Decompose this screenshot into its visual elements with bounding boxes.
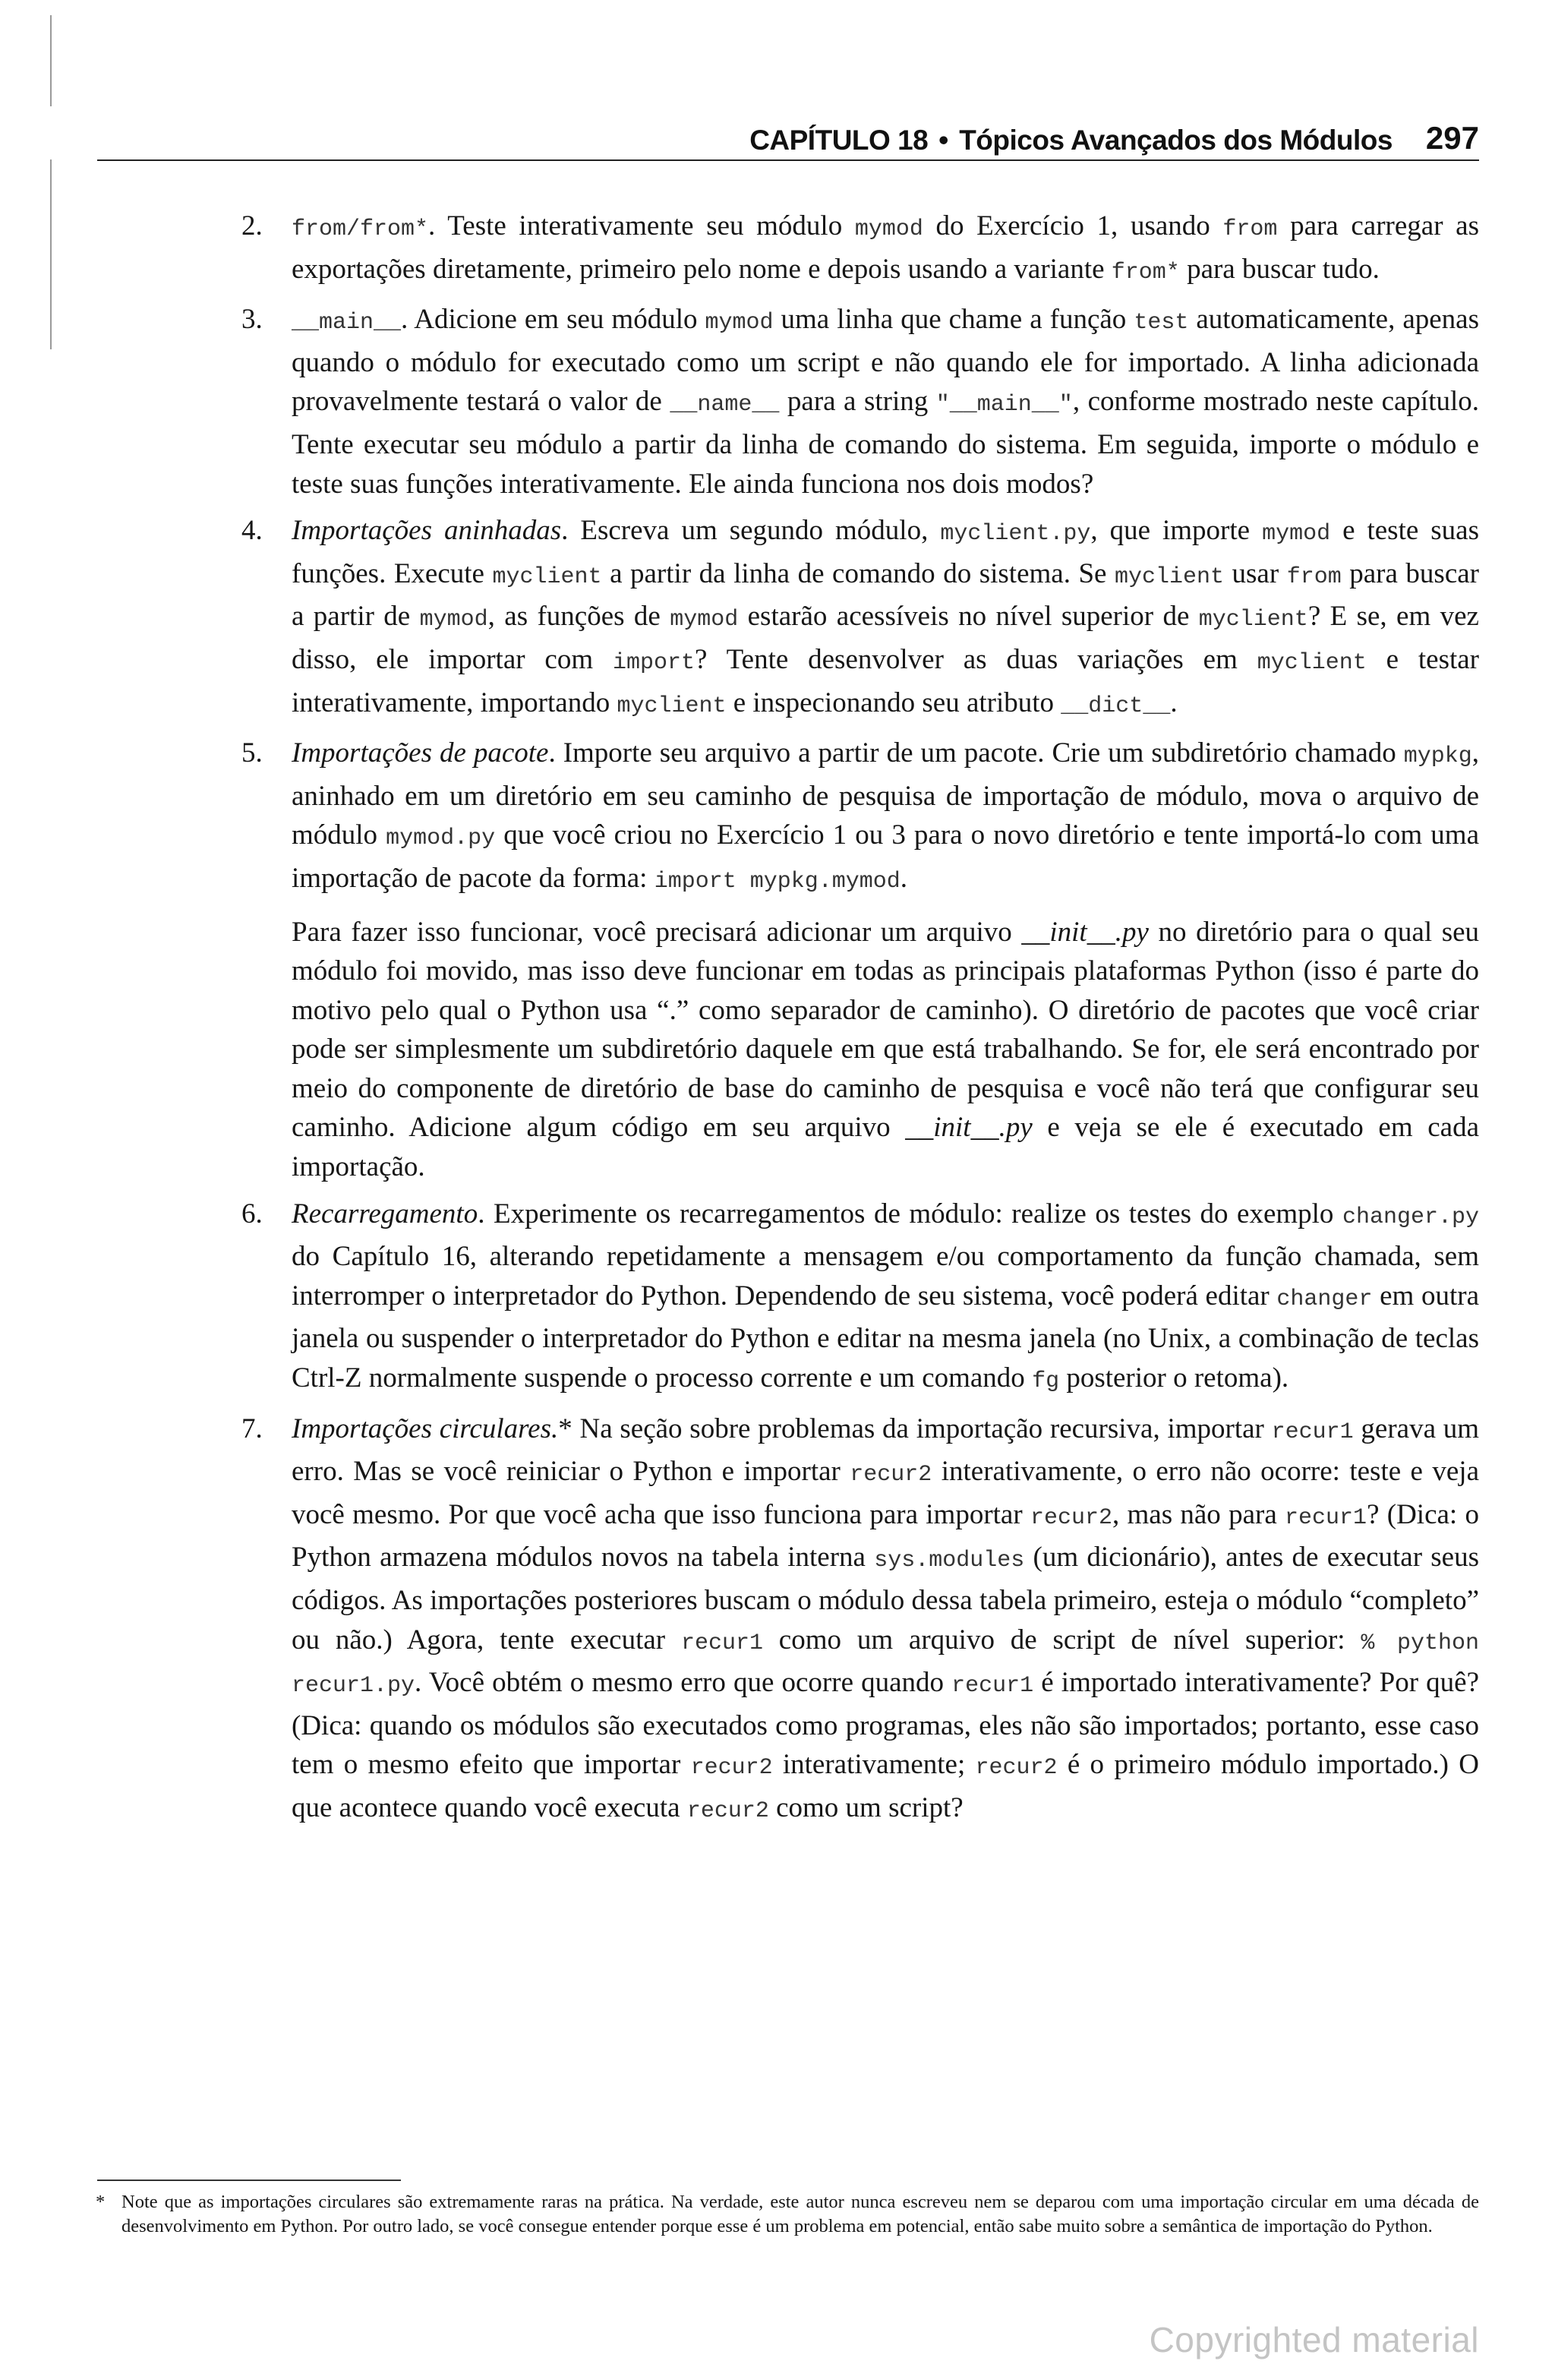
- exercise-text: * Na seção sobre problemas da importação recursiva, importar: [558, 1413, 1272, 1444]
- inline-code: mypkg: [1403, 743, 1472, 770]
- inline-code: from: [1222, 216, 1278, 242]
- inline-code: myclient: [1257, 649, 1367, 676]
- exercise-text: (um dicionário), antes de executar seus códigos. As importações posteriores buscam o módulo dessa tabela primeiro, esteja o módulo “completo” ou não.) Agora, tente executar: [292, 1542, 1480, 1656]
- exercise-text: do Exercício 1, usando: [923, 210, 1223, 241]
- exercise-text: interativamente, o erro não ocorre: teste e veja você mesmo. Por que você acha que isso funciona para importar: [292, 1456, 1480, 1530]
- exercise-text: usar: [1224, 557, 1287, 589]
- inline-code: changer.py: [1342, 1204, 1479, 1230]
- exercise-text: é importado interativamente? Por quê? (Dica: quando os módulos são executados como programas, eles não são importados; portanto, esse caso tem o mesmo efeito que importar: [292, 1667, 1479, 1781]
- exercise-heading: Importações circulares.: [292, 1413, 559, 1444]
- scan-margin-line-top: [50, 15, 52, 106]
- inline-code: mymod: [854, 216, 923, 242]
- exercise-paragraph: [292, 1409, 1479, 1832]
- exercise-continuation: [292, 913, 1479, 1187]
- inline-code: mymod: [705, 310, 774, 336]
- inline-code: sys.modules: [874, 1548, 1025, 1574]
- exercise-text: ? E se, em vez disso, ele importar com: [292, 601, 1479, 675]
- exercise-number: 6.: [241, 1198, 263, 1229]
- exercise-text: em outra janela ou suspender o interpretador do Python e editar na mesma janela (no Unix, a combinação de teclas Ctrl-Z normalmente suspende o processo corrente e um comando: [292, 1280, 1479, 1394]
- inline-code: mymod.py: [386, 825, 496, 852]
- exercise-text: e teste suas funções. Execute: [292, 515, 1479, 589]
- exercise-text: que você criou no Exercício 1 ou 3 para o novo diretório e tente importá-lo com uma importação de pacote da forma:: [292, 819, 1479, 894]
- exercise-heading: __init__.py: [1021, 916, 1149, 948]
- inline-code: "__main__": [935, 392, 1073, 418]
- exercise-text: . Você obtém o mesmo erro que ocorre quando: [415, 1667, 952, 1699]
- inline-code: myclient: [1114, 563, 1225, 590]
- exercise-text: para a string: [779, 386, 936, 418]
- exercise-paragraph: [292, 300, 1479, 503]
- copyright-watermark: Copyrighted material: [1149, 2320, 1479, 2359]
- header-rule: [97, 159, 1479, 161]
- inline-code: recur2: [686, 1798, 769, 1824]
- inline-code: recur2: [850, 1462, 932, 1488]
- inline-code: recur2: [690, 1755, 773, 1782]
- exercise-text: , aninhado em um diretório em seu caminho de pesquisa de importação de módulo, mova o arquivo de módulo: [292, 737, 1479, 851]
- exercise-text: uma linha que chame a função: [773, 304, 1134, 336]
- exercise-text: . Experimente os recarregamentos de módulo: realize os testes do exemplo: [478, 1198, 1342, 1229]
- exercise-paragraph: [292, 207, 1479, 292]
- inline-code: recur1: [1285, 1504, 1367, 1531]
- inline-code: mymod: [670, 607, 739, 633]
- scan-margin-line-bottom: [50, 159, 52, 349]
- inline-code: fg: [1032, 1368, 1060, 1395]
- exercise-paragraph: [292, 511, 1479, 726]
- exercise-text: .: [900, 862, 908, 894]
- exercise-text: como um script?: [768, 1791, 964, 1823]
- inline-code: myclient: [1198, 607, 1308, 633]
- inline-code: % python recur1.py: [292, 1630, 1479, 1700]
- footnote-mark: *: [96, 2192, 106, 2212]
- exercise-item: [241, 1195, 1479, 1402]
- exercise-text: estarão acessíveis no nível superior de: [738, 601, 1199, 633]
- exercise-text: posterior o retoma).: [1059, 1362, 1289, 1394]
- exercise-text: . Adicione em seu módulo: [401, 304, 705, 336]
- exercise-number: 4.: [241, 515, 263, 547]
- footnote: [96, 2190, 1479, 2238]
- exercise-text: ? (Dica: o Python armazena módulos novos na tabela interna: [292, 1498, 1479, 1574]
- exercise-text: e testar interativamente, importando: [292, 643, 1480, 718]
- exercise-heading: __init__.py: [905, 1112, 1033, 1144]
- inline-code: __main__: [292, 310, 402, 336]
- exercise-text: , mas não para: [1112, 1498, 1285, 1530]
- inline-code: recur1: [951, 1673, 1034, 1700]
- exercise-text: . Importe seu arquivo a partir de um pacote. Crie um subdiretório chamado: [548, 737, 1404, 769]
- exercise-item: [241, 300, 1479, 503]
- chapter-title: Tópicos Avançados dos Módulos: [959, 125, 1393, 156]
- inline-code: from: [1286, 563, 1342, 590]
- exercise-text: no diretório para o qual seu módulo foi movido, mas isso deve funcionar em todas as principais plataformas Python (isso é parte do motivo pelo qual o Python usa “.” como separador de caminho). O diretório de pacotes que você criar pode ser simplesmente um subdiretório daquele em que está trabalhando. Se for, ele será encontrado por meio do componente de diretório de base do caminho de pesquisa e você não terá que configurar seu caminho. Adicione algum código em seu arquivo: [292, 916, 1480, 1144]
- inline-code: changer: [1276, 1286, 1373, 1312]
- exercise-item: [241, 511, 1480, 726]
- inline-code: import: [612, 649, 695, 676]
- exercise-text: , que importe: [1090, 515, 1263, 547]
- inline-code: from/from*: [292, 216, 429, 242]
- exercise-text: Para fazer isso funcionar, você precisará adicionar um arquivo: [292, 916, 1022, 948]
- inline-code: recur2: [975, 1755, 1058, 1782]
- exercise-item: [241, 734, 1480, 1187]
- inline-code: from*: [1111, 259, 1180, 286]
- exercise-text: e inspecionando seu atributo: [726, 687, 1061, 718]
- inline-code: recur2: [1030, 1504, 1112, 1531]
- exercise-text: . Teste interativamente seu módulo: [428, 210, 855, 241]
- exercise-heading: Recarregamento: [292, 1198, 478, 1229]
- exercise-text: para buscar tudo.: [1179, 253, 1380, 285]
- exercise-text: a partir da linha de comando do sistema. Se: [601, 557, 1115, 589]
- inline-code: mymod: [1262, 521, 1331, 548]
- exercise-paragraph: [292, 734, 1479, 901]
- exercise-text: gerava um erro. Mas se você reiniciar o Python e importar: [292, 1413, 1480, 1488]
- inline-code: recur1: [1271, 1419, 1354, 1445]
- exercise-paragraph: [292, 1195, 1479, 1402]
- inline-code: myclient.py: [940, 521, 1091, 548]
- header-bullet: •: [938, 125, 949, 156]
- exercise-text: é o primeiro módulo importado.) O que acontece quando você executa: [292, 1749, 1479, 1823]
- exercise-number: 5.: [241, 737, 263, 769]
- exercise-text: , conforme mostrado neste capítulo. Tente executar seu módulo a partir da linha de comando do sistema. Em seguida, importe o módulo e teste suas funções interativamente. Ele ainda funciona nos dois modos?: [292, 386, 1479, 500]
- exercise-text: .: [1170, 687, 1178, 718]
- inline-code: myclient: [617, 693, 727, 719]
- inline-code: recur1: [680, 1630, 763, 1656]
- exercise-item: [241, 1409, 1480, 1832]
- exercise-number: 3.: [241, 304, 263, 336]
- footnote-text: Note que as importações circulares são extremamente raras na prática. Na verdade, este autor nunca escreveu nem se deparou com uma importação circular em uma década de desenvolvimento em Python. Por outro lado, se você consegue entender porque esse é um problema em potencial, então sabe muito sobre a semântica de importação do Python.: [121, 2192, 1479, 2236]
- exercise-text: , as funções de: [487, 601, 670, 633]
- inline-code: mymod: [419, 607, 488, 633]
- exercise-list: [241, 207, 1480, 1839]
- exercise-number: 2.: [241, 210, 263, 241]
- chapter-label: CAPÍTULO 18: [749, 125, 929, 156]
- inline-code: __dict__: [1061, 693, 1171, 719]
- page-number: 297: [1425, 120, 1479, 156]
- inline-code: __name__: [670, 392, 780, 418]
- exercise-text: automaticamente, apenas quando o módulo for executado como um script e não quando ele for importado. A linha adicionada provavelmente testará o valor de: [292, 304, 1479, 418]
- exercise-text: como um arquivo de script de nível superior:: [762, 1624, 1361, 1656]
- running-header: [97, 112, 1479, 156]
- exercise-text: e veja se ele é executado em cada importação.: [292, 1112, 1480, 1183]
- inline-code: myclient: [492, 563, 602, 590]
- exercise-text: . Escreva um segundo módulo,: [561, 515, 941, 547]
- inline-code: import mypkg.mymod: [654, 868, 901, 895]
- exercise-heading: Importações aninhadas: [292, 515, 562, 547]
- exercise-text: para carregar as exportações diretamente, primeiro pelo nome e depois usando a variante: [292, 210, 1479, 285]
- footnote-rule: [97, 2180, 401, 2181]
- inline-code: test: [1134, 310, 1189, 336]
- exercise-item: [241, 207, 1479, 292]
- exercise-number: 7.: [241, 1413, 263, 1444]
- exercise-text: interativamente;: [772, 1749, 976, 1781]
- exercise-text: para buscar a partir de: [292, 557, 1479, 633]
- exercise-heading: Importações de pacote: [292, 737, 549, 769]
- exercise-text: ? Tente desenvolver as duas variações em: [695, 643, 1257, 675]
- exercise-text: do Capítulo 16, alterando repetidamente a mensagem e/ou comportamento da função chamada, sem interromper o interpretador do Python. Dependendo de seu sistema, você poderá editar: [292, 1241, 1479, 1312]
